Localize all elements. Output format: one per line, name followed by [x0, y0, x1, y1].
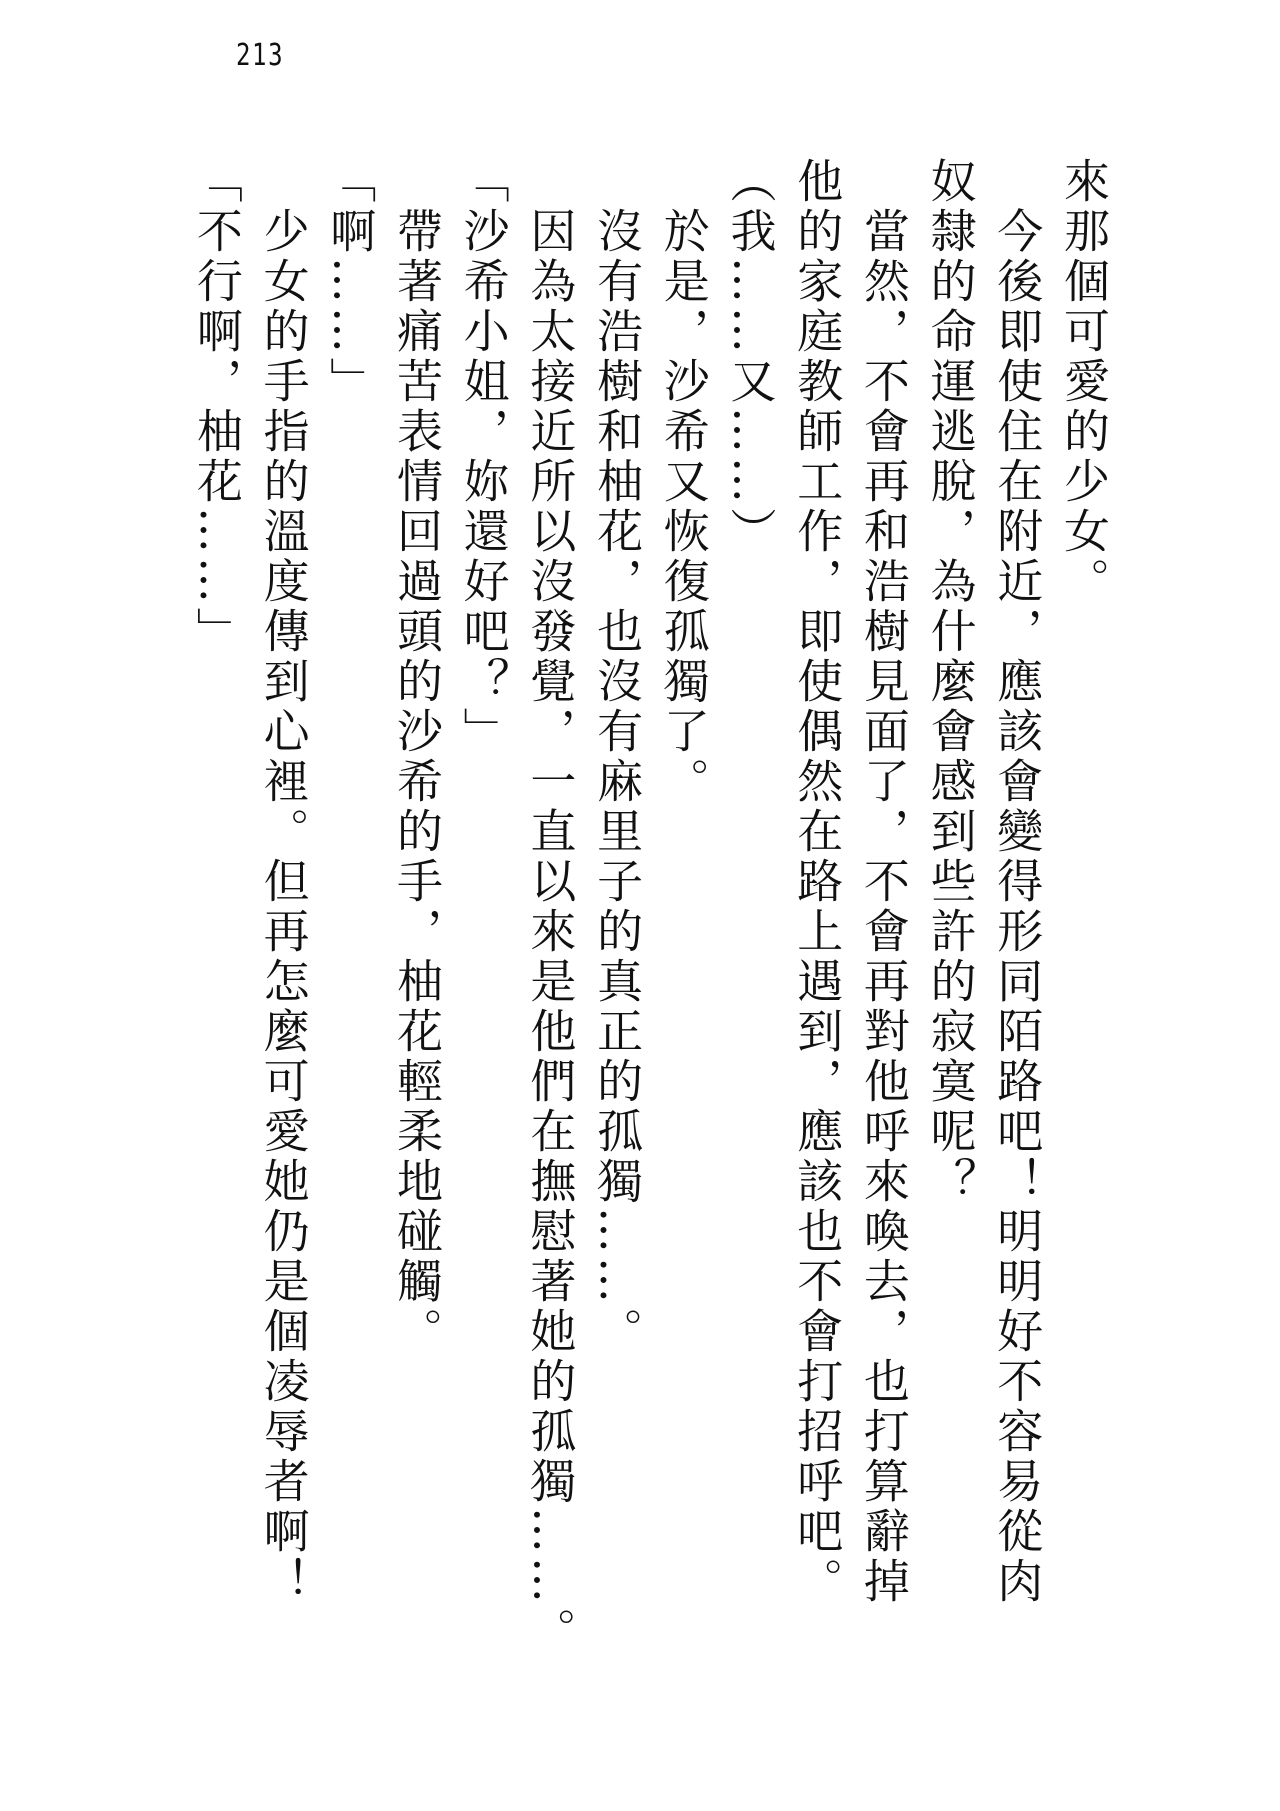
text-line: 今後即使住在附近，應該會變得形同陌路吧！明明好不容易從肉: [990, 207, 1045, 1607]
text-line: 於是，沙希又恢復孤獨了。: [656, 207, 711, 807]
text-line: 「不行啊，柚花……」: [189, 157, 244, 657]
text-line: 當然，不會再和浩樹見面了，不會再對他呼來喚去，也打算辭掉: [856, 207, 911, 1607]
text-line: （我……又……）: [723, 157, 778, 557]
text-line: 「啊……」: [323, 157, 378, 407]
text-line: 帶著痛苦表情回過頭的沙希的手，柚花輕柔地碰觸。: [389, 207, 444, 1357]
text-line: 「沙希小姐，妳還好吧？」: [456, 157, 511, 757]
text-line: 奴隸的命運逃脫，為什麼會感到些許的寂寞呢？: [923, 157, 978, 1207]
text-line: 沒有浩樹和柚花，也沒有麻里子的真正的孤獨……。: [590, 207, 645, 1357]
text-line: 他的家庭教師工作，即使偶然在路上遇到，應該也不會打招呼吧。: [790, 157, 845, 1607]
text-line: 少女的手指的溫度傳到心裡。但再怎麼可愛她仍是個凌辱者啊！: [256, 207, 311, 1607]
text-line: 來那個可愛的少女。: [1057, 157, 1111, 607]
text-line: 因為太接近所以沒發覺，一直以來是他們在撫慰著她的孤獨……。: [523, 207, 578, 1657]
vertical-body-text: [183, 157, 1117, 1717]
page-number: 213: [236, 38, 285, 73]
